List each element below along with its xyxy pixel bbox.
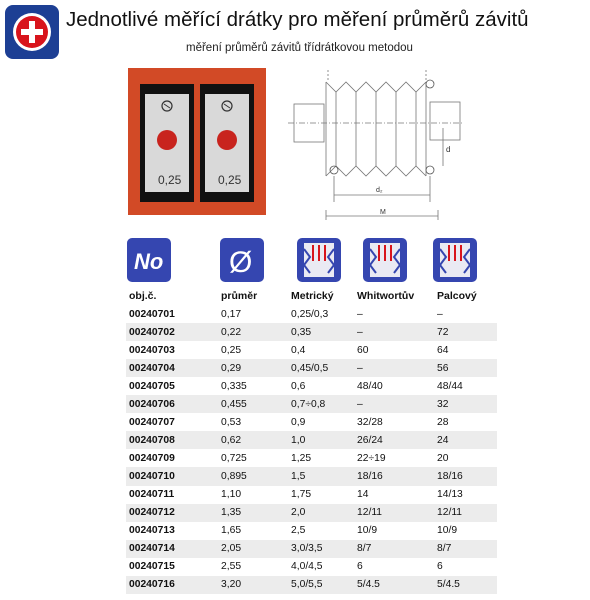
table-row <box>126 323 497 341</box>
cell-diameter: 1,65 <box>218 522 288 540</box>
cell-whitworth: – <box>354 395 434 413</box>
drawing-label-m: M <box>380 209 386 216</box>
cell-code: 00240715 <box>126 558 218 576</box>
table-row <box>126 341 497 359</box>
cell-diameter: 0,725 <box>218 449 288 467</box>
cell-inch: 48/44 <box>434 377 497 395</box>
cell-metric: 0,25/0,3 <box>288 305 354 323</box>
header-diameter: průměr <box>218 287 288 305</box>
cell-code: 00240704 <box>126 359 218 377</box>
photo-label-right: 0,25 <box>218 173 242 187</box>
cell-whitworth: 26/24 <box>354 431 434 449</box>
cell-code: 00240713 <box>126 522 218 540</box>
cell-diameter: 0,22 <box>218 323 288 341</box>
cell-diameter: 3,20 <box>218 576 288 594</box>
cell-inch: – <box>434 305 497 323</box>
cell-metric: 1,0 <box>288 431 354 449</box>
cell-code: 00240701 <box>126 305 218 323</box>
table-row <box>126 467 497 485</box>
cell-metric: 0,9 <box>288 413 354 431</box>
table-row <box>126 449 497 467</box>
cell-inch: 56 <box>434 359 497 377</box>
cell-inch: 18/16 <box>434 467 497 485</box>
cell-metric: 1,75 <box>288 486 354 504</box>
table-row <box>126 540 497 558</box>
cell-diameter: 0,455 <box>218 395 288 413</box>
table-row <box>126 486 497 504</box>
cell-inch: 12/11 <box>434 504 497 522</box>
cell-code: 00240703 <box>126 341 218 359</box>
cell-metric: 0,35 <box>288 323 354 341</box>
cell-metric: 0,7÷0,8 <box>288 395 354 413</box>
cell-inch: 64 <box>434 341 497 359</box>
diameter-icon <box>219 237 265 283</box>
measuring-wires-photo <box>128 68 266 215</box>
photo-label-left: 0,25 <box>158 173 182 187</box>
table-row <box>126 377 497 395</box>
cell-metric: 4,0/4,5 <box>288 558 354 576</box>
cell-metric: 1,5 <box>288 467 354 485</box>
header-inch: Palcový <box>434 287 497 305</box>
table-row <box>126 558 497 576</box>
cell-diameter: 0,29 <box>218 359 288 377</box>
cell-inch: 28 <box>434 413 497 431</box>
header-metric: Metrický <box>288 287 354 305</box>
cell-whitworth: 60 <box>354 341 434 359</box>
cell-inch: 32 <box>434 395 497 413</box>
cell-code: 00240707 <box>126 413 218 431</box>
diameter-icon-text: Ø <box>229 246 253 279</box>
cell-whitworth: 12/11 <box>354 504 434 522</box>
cell-whitworth: 6 <box>354 558 434 576</box>
cell-diameter: 2,55 <box>218 558 288 576</box>
cell-diameter: 1,10 <box>218 486 288 504</box>
whitworth-thread-icon <box>362 237 408 283</box>
cell-whitworth: 18/16 <box>354 467 434 485</box>
table-row <box>126 413 497 431</box>
cell-inch: 6 <box>434 558 497 576</box>
cell-inch: 8/7 <box>434 540 497 558</box>
cell-whitworth: 5/4.5 <box>354 576 434 594</box>
cell-code: 00240712 <box>126 504 218 522</box>
page-subtitle: měření průměrů závitů třídrátkovou metodou <box>186 42 413 54</box>
swiss-cross-logo <box>4 4 60 60</box>
drawing-label-d2: d₂ <box>376 187 383 194</box>
cell-diameter: 0,895 <box>218 467 288 485</box>
cell-code: 00240716 <box>126 576 218 594</box>
cell-metric: 0,4 <box>288 341 354 359</box>
number-icon <box>126 237 172 283</box>
cell-code: 00240710 <box>126 467 218 485</box>
cell-diameter: 0,25 <box>218 341 288 359</box>
cell-inch: 10/9 <box>434 522 497 540</box>
cell-metric: 1,25 <box>288 449 354 467</box>
cell-code: 00240708 <box>126 431 218 449</box>
cell-whitworth: 14 <box>354 486 434 504</box>
cell-inch: 72 <box>434 323 497 341</box>
table-row <box>126 576 497 594</box>
table-row <box>126 305 497 323</box>
cell-code: 00240706 <box>126 395 218 413</box>
cell-whitworth: – <box>354 359 434 377</box>
cell-metric: 3,0/3,5 <box>288 540 354 558</box>
cell-code: 00240709 <box>126 449 218 467</box>
cell-code: 00240711 <box>126 486 218 504</box>
wire-table <box>126 287 497 594</box>
header-whitworth: Whitwortův <box>354 287 434 305</box>
metric-thread-icon <box>296 237 342 283</box>
cell-metric: 5,0/5,5 <box>288 576 354 594</box>
cell-whitworth: 32/28 <box>354 413 434 431</box>
cell-metric: 2,5 <box>288 522 354 540</box>
table-row <box>126 431 497 449</box>
cell-code: 00240702 <box>126 323 218 341</box>
page-title: Jednotlivé měřící drátky pro měření průměrů závitů <box>66 8 529 31</box>
cell-diameter: 1,35 <box>218 504 288 522</box>
column-icons-row <box>0 237 590 285</box>
cell-diameter: 0,335 <box>218 377 288 395</box>
number-icon-text: No <box>134 249 164 274</box>
cell-metric: 2,0 <box>288 504 354 522</box>
cell-code: 00240714 <box>126 540 218 558</box>
cell-code: 00240705 <box>126 377 218 395</box>
cell-whitworth: – <box>354 323 434 341</box>
cell-whitworth: 8/7 <box>354 540 434 558</box>
cell-inch: 14/13 <box>434 486 497 504</box>
inch-thread-icon <box>432 237 478 283</box>
cell-whitworth: 48/40 <box>354 377 434 395</box>
cell-metric: 0,45/0,5 <box>288 359 354 377</box>
table-row <box>126 522 497 540</box>
table-row <box>126 359 497 377</box>
table-header-row <box>126 287 497 305</box>
cell-diameter: 2,05 <box>218 540 288 558</box>
cell-diameter: 0,62 <box>218 431 288 449</box>
cell-whitworth: 10/9 <box>354 522 434 540</box>
header-code: obj.č. <box>126 287 218 305</box>
cell-inch: 24 <box>434 431 497 449</box>
cell-inch: 20 <box>434 449 497 467</box>
cell-whitworth: – <box>354 305 434 323</box>
cell-inch: 5/4.5 <box>434 576 497 594</box>
table-row <box>126 504 497 522</box>
table-row <box>126 395 497 413</box>
cell-diameter: 0,53 <box>218 413 288 431</box>
drawing-label-d: d <box>446 145 451 154</box>
cell-whitworth: 22÷19 <box>354 449 434 467</box>
thread-measurement-drawing <box>288 70 463 230</box>
cell-metric: 0,6 <box>288 377 354 395</box>
cell-diameter: 0,17 <box>218 305 288 323</box>
